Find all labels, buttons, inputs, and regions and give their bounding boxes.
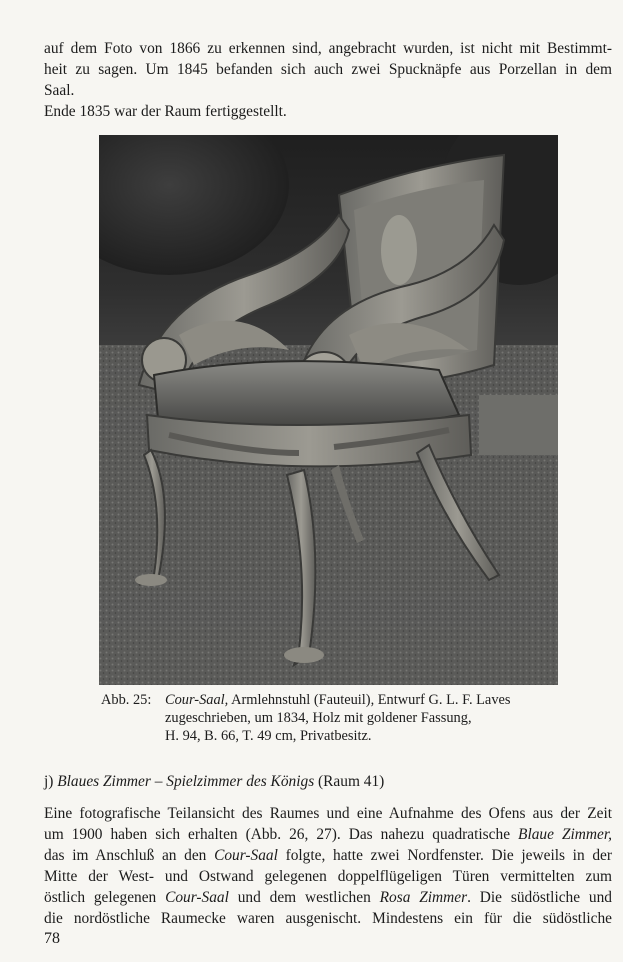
text-run: um 1900 haben sich erhalten (Abb. 26, 27). Das nahezu quadratische <box>44 826 519 843</box>
body-paragraph <box>44 803 612 929</box>
text-run: und dem westlichen <box>228 889 380 906</box>
text-line: Mitte der West- und Ostwand gelegenen doppelflügeligen Türen vermittelten zum <box>44 868 612 885</box>
text-run-italic: Blaue Zimmer, <box>518 826 612 843</box>
text-line: Ende 1835 war der Raum fertiggestellt. <box>44 103 287 120</box>
caption-line: Armlehnstuhl (Fauteuil), Entwurf G. L. F. Laves <box>228 692 511 708</box>
section-prefix: j) <box>44 773 58 790</box>
figure-label: Abb. 25: <box>101 692 152 708</box>
text-run-italic: Rosa Zimmer <box>379 889 468 906</box>
text-line <box>44 845 612 866</box>
armchair-photo <box>99 135 558 685</box>
section-title: Blaues Zimmer – Spielzimmer des Königs <box>57 773 315 790</box>
caption-line: zugeschrieben, um 1834, Holz mit goldener Fassung, <box>165 710 472 726</box>
text-line: Eine fotografische Teilansicht des Raumes und eine Aufnahme des Ofens aus der Zeit <box>44 805 612 822</box>
text-run: östlich gelegenen <box>44 889 166 906</box>
section-heading <box>44 771 384 792</box>
page-number: 78 <box>44 930 60 947</box>
text-line: heit zu sagen. Um 1845 befanden sich auch zwei Spucknäpfe aus Porzellan in dem <box>44 61 612 78</box>
text-line: die nordöstliche Raumecke waren ausgenischt. Mindestens ein für die südöstliche <box>44 910 612 927</box>
text-line <box>44 824 612 845</box>
section-suffix: (Raum 41) <box>314 773 385 790</box>
text-run-italic: Cour-Saal <box>214 847 278 864</box>
text-run: . Die südöstliche und <box>467 889 612 906</box>
intro-paragraph <box>44 38 612 122</box>
text-line: Saal. <box>44 82 75 99</box>
text-run: folgte, hatte zwei Nordfenster. Die jeweils in der <box>277 847 612 864</box>
caption-line: H. 94, B. 66, T. 49 cm, Privatbesitz. <box>165 728 372 744</box>
text-run-italic: Cour-Saal <box>165 889 229 906</box>
caption-title: Cour-Saal, <box>165 692 229 708</box>
text-line: auf dem Foto von 1866 zu erkennen sind, angebracht wurden, ist nicht mit Bestimmt- <box>44 40 612 57</box>
text-run: das im Anschluß an den <box>44 847 215 864</box>
text-line <box>44 887 612 908</box>
